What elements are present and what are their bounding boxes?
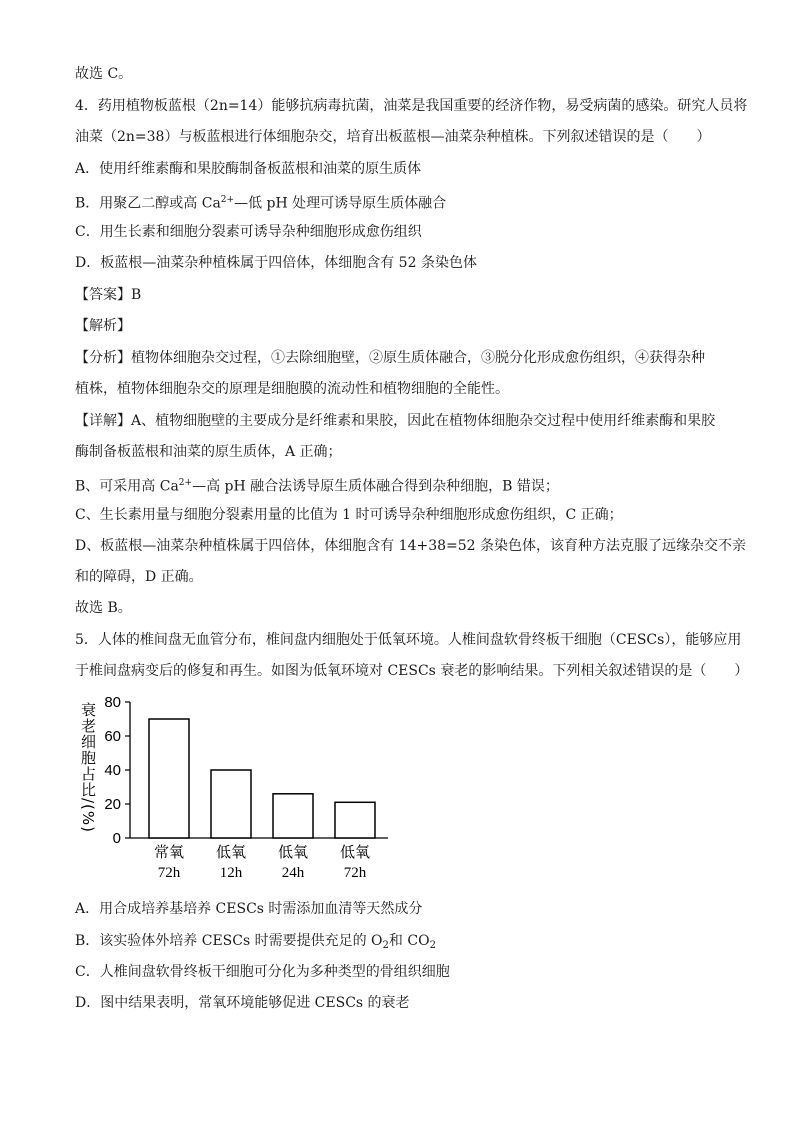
q5-option-a: A．用合成培养基培养 CESCs 时需添加血清等天然成分 bbox=[75, 901, 423, 917]
analysis-text: 【分析】植物体细胞杂交过程，①去除细胞壁，②原生质体融合，③脱分化形成愈伤组织，④获得杂种 bbox=[75, 350, 705, 366]
analysis-text-cont: 植株，植物体细胞杂交的原理是细胞膜的流动性和植物细胞的全能性。 bbox=[75, 381, 509, 397]
y-axis-label: 衰老细胞占比/(%) bbox=[79, 702, 97, 834]
x-tick-label: 72h bbox=[343, 865, 367, 881]
detail-text-cont: 酶制备板蓝根和油菜的原生质体，A 正确； bbox=[75, 444, 342, 460]
y-tick-label: 0 bbox=[112, 830, 121, 847]
y-tick-label: 20 bbox=[104, 796, 121, 813]
detail-b: B、可采用高 $Ca^{2+}—$高 pH 融合法诱导原生质体融合得到杂种细胞，B 错误； bbox=[75, 478, 559, 495]
answer-label: 【答案】B bbox=[75, 287, 142, 303]
q5-option-b: B．该实验体外培养 CESCs 时需要提供充足的 $O_2$和 $CO_2$ bbox=[75, 933, 436, 951]
detail-text: 【详解】A、植物细胞壁的主要成分是纤维素和果胶，因此在植物体细胞杂交过程中使用纤维素酶和果胶 bbox=[75, 413, 716, 429]
x-tick-label: 12h bbox=[219, 865, 243, 881]
chart-svg bbox=[70, 692, 400, 892]
conclusion: 故选 B。 bbox=[75, 600, 132, 616]
option-c: C．用生长素和细胞分裂素可诱导杂种细胞形成愈伤组织 bbox=[75, 224, 422, 240]
x-tick-label: 72h bbox=[157, 865, 181, 881]
q5-option-d: D．图中结果表明，常氧环境能够促进 CESCs 的衰老 bbox=[75, 995, 410, 1011]
bar-chart bbox=[70, 692, 400, 896]
y-tick-label: 80 bbox=[104, 694, 121, 711]
x-tick-label: 常氧 bbox=[153, 843, 185, 861]
question-4-stem: 4．药用植物板蓝根（2n=14）能够抗病毒抗菌，油菜是我国重要的经济作物，易受病菌的感染。研究人员将 bbox=[75, 98, 748, 114]
question-5-stem-cont: 于椎间盘病变后的修复和再生。如图为低氧环境对 CESCs 衰老的影响结果。下列相关叙述错误的是（ ） bbox=[75, 663, 749, 679]
option-d: D．板蓝根—油菜杂种植株属于四倍体，体细胞含有 52 条染色体 bbox=[75, 255, 477, 271]
option-b: B．用聚乙二醇或高 $Ca^{2+}—$低 pH 处理可诱导原生质体融合 bbox=[75, 195, 447, 212]
x-tick-label: 24h bbox=[281, 865, 305, 881]
option-a: A．使用纤维素酶和果胶酶制备板蓝根和油菜的原生质体 bbox=[75, 161, 422, 177]
x-tick-label: 低氧 bbox=[215, 843, 247, 861]
text-line: 故选 C。 bbox=[75, 66, 133, 82]
analysis-label: 【解析】 bbox=[75, 318, 131, 334]
question-5-stem: 5．人体的椎间盘无血管分布，椎间盘内细胞处于低氧环境。人椎间盘软骨终板干细胞（CESCs），能够应用 bbox=[75, 632, 742, 648]
bar bbox=[335, 802, 375, 838]
detail-d-cont: 和的障碍，D 正确。 bbox=[75, 569, 203, 585]
y-tick-label: 40 bbox=[104, 762, 121, 779]
x-tick-label: 低氧 bbox=[277, 843, 309, 861]
y-tick-label: 60 bbox=[104, 728, 121, 745]
bar bbox=[149, 719, 189, 838]
detail-c: C、生长素用量与细胞分裂素用量的比值为 1 时可诱导杂种细胞形成愈伤组织，C 正确； bbox=[75, 507, 623, 523]
question-4-stem-cont: 油菜（2n=38）与板蓝根进行体细胞杂交，培育出板蓝根—油菜杂种植株。下列叙述错误的是（ ） bbox=[75, 129, 711, 145]
x-tick-label: 低氧 bbox=[339, 843, 371, 861]
q5-option-c: C．人椎间盘软骨终板干细胞可分化为多种类型的骨组织细胞 bbox=[75, 964, 450, 980]
detail-d: D、板蓝根—油菜杂种植株属于四倍体，体细胞含有 14+38=52 条染色体，该育种方法克服了远缘杂交不亲 bbox=[75, 538, 747, 554]
bar bbox=[273, 794, 313, 838]
bar bbox=[211, 770, 251, 838]
